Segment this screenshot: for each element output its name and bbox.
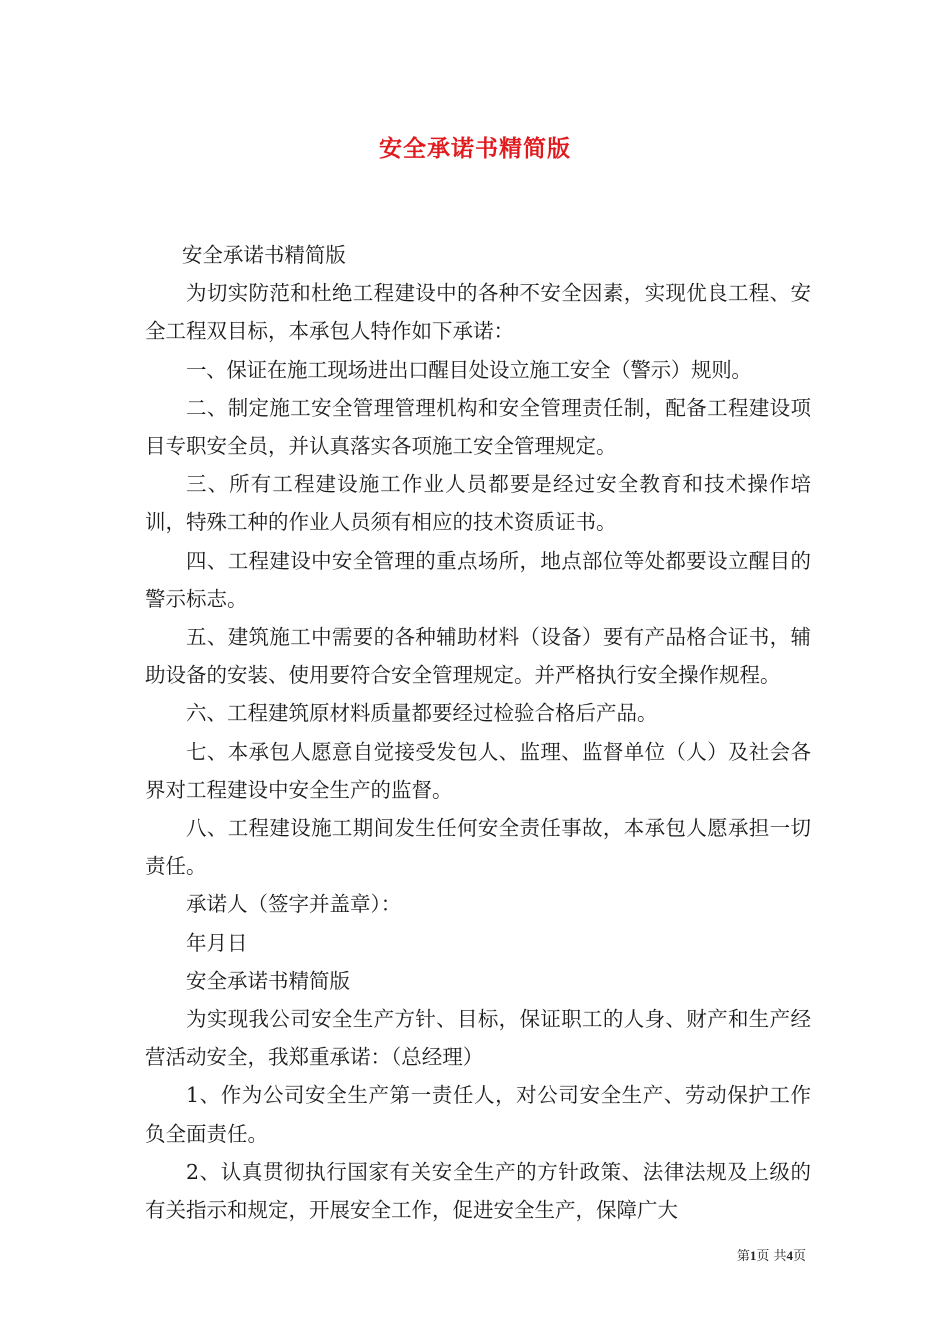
paragraph: 为切实防范和杜绝工程建设中的各种不安全因素，实现优良工程、安全工程双目标，本承包人特作如下承诺： xyxy=(145,281,811,344)
document-title: 安全承诺书精简版 xyxy=(379,135,571,162)
paragraph: 2、认真贯彻执行国家有关安全生产的方针政策、法律法规及上级的有关指示和规定，开展安全工作，促进安全生产，保障广大 xyxy=(145,1159,811,1223)
paragraph: 五、建筑施工中需要的各种辅助材料（设备）要有产品格合证书，辅助设备的安装、使用要符合安全管理规定。并严格执行安全操作规程。 xyxy=(145,625,811,688)
document-body xyxy=(145,236,811,1229)
page-footer-middle: 页 共 xyxy=(756,1249,787,1264)
date-line: 年月日 xyxy=(186,930,248,955)
current-page: 1 xyxy=(749,1248,757,1263)
paragraph: 三、所有工程建设施工作业人员都要是经过安全教育和技术操作培训，特殊工种的作业人员须有相应的技术资质证书。 xyxy=(145,472,811,535)
page-number xyxy=(737,1247,806,1266)
paragraph: 四、工程建设中安全管理的重点场所，地点部位等处都要设立醒目的警示标志。 xyxy=(145,548,811,611)
paragraph: 二、制定施工安全管理管理机构和安全管理责任制，配备工程建设项目专职安全员，并认真落实各项施工安全管理规定。 xyxy=(145,395,811,459)
signature-line: 承诺人（签字并盖章）： xyxy=(186,892,402,917)
paragraph: 安全承诺书精简版 xyxy=(186,968,350,993)
page-footer-prefix: 第 xyxy=(736,1249,750,1264)
paragraph: 八、工程建设施工期间发生任何安全责任事故，本承包人愿承担一切责任。 xyxy=(145,816,811,879)
paragraph: 六、工程建筑原材料质量都要经过检验合格后产品。 xyxy=(186,701,658,726)
paragraph: 七、本承包人愿意自觉接受发包人、监理、监督单位（人）及社会各界对工程建设中安全生产的监督。 xyxy=(145,739,811,802)
paragraph: 安全承诺书精简版 xyxy=(181,243,346,267)
paragraph: 一、保证在施工现场进出口醒目处设立施工安全（警示）规则。 xyxy=(186,357,752,382)
paragraph: 为实现我公司安全生产方针、目标，保证职工的人身、财产和生产经营活动安全，我郑重承诺：（总经理） xyxy=(145,1007,811,1070)
total-pages: 4 xyxy=(786,1248,793,1263)
paragraph: 1、作为公司安全生产第一责任人，对公司安全生产、劳动保护工作负全面责任。 xyxy=(145,1083,811,1146)
page-footer-suffix: 页 xyxy=(792,1249,806,1264)
